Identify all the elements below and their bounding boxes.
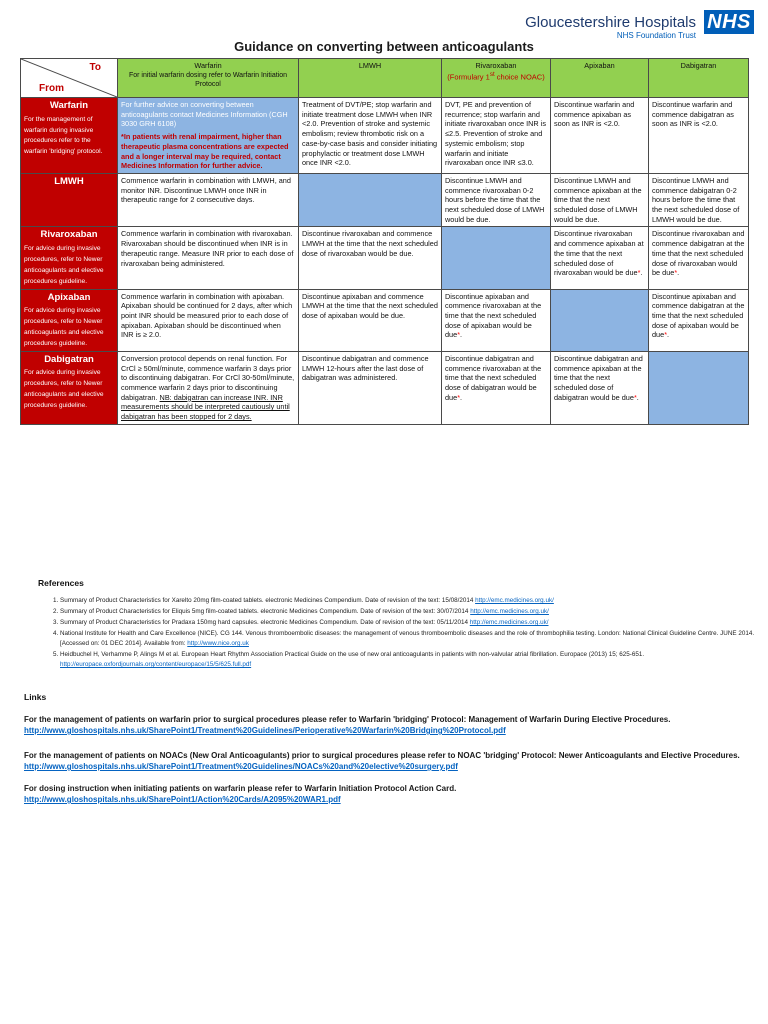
reference-item: 1. Summary of Product Characteristics for Xarelto 20mg film-coated tablets. electronic Medicines Compendium. Date of revision of the text: 15/08/2014 http://emc.medicines.org.uk/ [60,596,760,606]
row-header-note: For the management of warfarin during invasive procedures refer to the warfarin 'bridging' protocol. [24,115,103,156]
col-header-rivaroxaban [442,59,551,98]
advice-cell [118,98,299,174]
col-header-note: For initial warfarin dosing refer to Warfarin Initiation Protocol [128,71,288,88]
cell-warfarin-to-dabigatran: Discontinue warfarin and commence dabigatran as soon as INR is <2.0. [649,98,749,174]
link-paragraph-warfarin-initiation: For dosing instruction when initiating patients on warfarin please refer to Warfarin Initiation Protocol Action Card. http://www.gloshospitals.nhs.uk/SharePoint1/Action%20Cards/A2095%20WAR1.pdf [24,784,457,805]
reference-link[interactable]: http://emc.medicines.org.uk/ [470,608,549,616]
blank-cell [649,351,749,424]
table-row-warfarin [21,98,749,174]
links-heading: Links [24,692,47,702]
asterisk-marker: * [637,268,641,278]
row-header-note: For advice during invasive procedures, refer to Newer anticoagulants and elective procedures guideline. [24,245,104,285]
asterisk-marker: * [457,392,461,402]
page-title: Guidance on converting between anticoagulants [234,39,534,54]
row-header-note: For advice during invasive procedures, refer to Newer anticoagulants and elective procedures guideline. [24,369,104,410]
header-row [21,59,749,98]
row-header-label: LMWH [54,175,84,187]
logo-trust-name: NHS Foundation Trust [616,31,696,40]
advice-contact-text: For further advice on converting between anticoagulants contact Medicines Information (CGH 3030 GRH 6108) [121,100,288,129]
cell-apixaban-to-dabigatran: Discontinue apixaban and commence dabigatran at the time that the next scheduled dose of apixaban would be due*. [649,289,749,351]
cell-lmwh-to-warfarin: Commence warfarin in combination with LMWH, and monitor INR. Discontinue LMWH once INR in therapeutic range for 2 consecutive days. [118,173,299,227]
blank-cell [551,289,649,351]
reference-link[interactable]: http://emc.medicines.org.uk/ [469,619,549,627]
conversion-table [20,58,749,425]
row-header-label: Dabigatran [44,353,94,365]
row-header-label: Warfarin [49,100,89,111]
col-header-dabigatran: Dabigatran [649,59,749,98]
row-header-dabigatran [21,351,118,424]
cell-dabigatran-to-rivaroxaban: Discontinue dabigatran and commence rivaroxaban at the time that the next scheduled dose of dabigatran would be due*. [442,351,551,424]
cell-warfarin-to-apixaban: Discontinue warfarin and commence apixaban as soon as INR is <2.0. [551,98,649,174]
renal-impairment-warning: *In patients with renal impairment, higher than therapeutic plasma concentrations are expected and a longer interval may be required, contact Medicines Information for further advice. [121,132,289,171]
cell-dabigatran-to-warfarin: Conversion protocol depends on renal function. For CrCl ≥ 50ml/minute, commence warfarin 3 days prior to discontinuing dabigatran. For CrCl 30-50ml/minute, commence warfarin 2 days prior to discontinuing dabigatran. NB: dabigatran can increase INR. INR measurements should be interpreted cautiously until dabigatran has been stopped for 2 days. [118,351,299,424]
asterisk-marker: * [633,392,637,402]
corner-cell [21,59,118,98]
corner-to-label: To [89,62,101,73]
cell-apixaban-to-lmwh: Discontinue apixaban and commence LMWH at the time that the next scheduled dose of apixaban would be due. [299,289,442,351]
blank-cell [299,173,442,227]
reference-item: 2. Summary of Product Characteristics for Eliquis 5mg film-coated tablets. electronic Medicines Compendium. Date of revision of the text: 30/07/2014 http://emc.medicines.org.uk/ [60,607,760,617]
references-list [38,596,760,671]
row-header-rivaroxaban [21,227,118,289]
reference-link[interactable]: http://europace.oxfordjournals.org/content/europace/15/5/625.full.pdf [60,661,252,669]
cell-rivaroxaban-to-dabigatran: Discontinue rivaroxaban and commence dabigatran at the time that the next scheduled dose of rivaroxaban would be due*. [649,227,749,289]
cell-rivaroxaban-to-apixaban: Discontinue rivaroxaban and commence apixaban at the time that the next scheduled dose of rivaroxaban would be due*. [551,227,649,289]
cell-apixaban-to-rivaroxaban: Discontinue apixaban and commence rivaroxaban at the time that the next scheduled dose of apixaban would be due*. [442,289,551,351]
diagonal-divider-icon [21,59,117,97]
asterisk-marker: * [674,268,678,278]
cell-apixaban-to-warfarin: Commence warfarin in combination with apixaban. Apixaban should be continued for 2 days, after which point INR should be measured prior to each dose of apixaban. Apixaban should be discontinued when INR is ≥ 2.0. [118,289,299,351]
blank-cell [442,227,551,289]
col-header-lmwh: LMWH [299,59,442,98]
cell-warfarin-to-lmwh: Treatment of DVT/PE; stop warfarin and initiate treatment dose LMWH when INR <2.0. Prevention of stroke and systemic embolism; review thrombotic risk on a case-by-case basis and consider initiating prophylactic or treatment dose LMWH once INR <2.0. [299,98,442,174]
table-row-apixaban [21,289,749,351]
cell-dabigatran-to-lmwh: Discontinue dabigatran and commence LMWH 12-hours after the last dose of dabigatran was administered. [299,351,442,424]
noac-bridging-link[interactable]: http://www.gloshospitals.nhs.uk/SharePoint1/Treatment%20Guidelines/NOACs%20and%20elective%20surgery.pdf [24,762,458,772]
reference-link[interactable]: http://emc.medicines.org.uk/ [475,597,554,604]
cell-dabigatran-to-apixaban: Discontinue dabigatran and commence apixaban at the time that the next scheduled dose of dabigatran would be due*. [551,351,649,424]
col-header-label: Warfarin [194,61,222,70]
col-header-label: Rivaroxaban [475,61,517,70]
corner-from-label: From [39,82,64,94]
link-paragraph-warfarin-bridging: For the management of patients on warfarin prior to surgical procedures please refer to Warfarin 'bridging' Protocol: Management of Warfarin During Elective Procedures. http://www.gloshospitals.nhs.uk/SharePoint1/Treatment%20Guidelines/Perioperative%20Warfarin%20Bridging%20Protocol.pdf [24,715,671,736]
reference-item: 4. National Institute for Health and Care Excellence (NICE). CG 144. Venous thromboembolic diseases: the management of venous thromboembolic diseases and the role of thrombophilia testing. London: National Clinical Guideline Centre. JUNE 2014. [Accessed on: 01 DEC 2014]. Available from: http://www.nice.org.uk [60,629,760,649]
logo-org-name: Gloucestershire Hospitals [525,14,696,31]
row-header-label: Rivaroxaban [40,229,98,241]
row-header-note: For advice during invasive procedures, refer to Newer anticoagulants and elective procedures guideline. [24,307,104,347]
col-header-warfarin [118,59,299,98]
row-header-warfarin [21,98,118,174]
warfarin-initiation-link[interactable]: http://www.gloshospitals.nhs.uk/SharePoint1/Action%20Cards/A2095%20WAR1.pdf [24,795,341,805]
asterisk-marker: * [664,330,668,340]
col-header-note: (Formulary 1st choice NOAC) [447,70,545,82]
warfarin-bridging-link[interactable]: http://www.gloshospitals.nhs.uk/SharePoint1/Treatment%20Guidelines/Perioperative%20Warfarin%20Bridging%20Protocol.pdf [24,726,506,736]
table-row-rivaroxaban [21,227,749,289]
link-paragraph-noac-bridging: For the management of patients on NOACs (New Oral Anticoagulants) prior to surgical procedures please refer to NOAC 'bridging' Protocol: Newer Anticoagulants and Elective Procedures. http://www.gloshospitals.nhs.uk/SharePoint1/Treatment%20Guidelines/NOACs%20and%20elective%20surgery.pdf [24,751,740,772]
row-header-lmwh [21,173,118,227]
reference-link[interactable]: http://www.nice.org.uk [187,640,249,648]
references-heading: References [38,578,84,588]
asterisk-marker: * [457,330,461,340]
nhs-logo-mark: NHS [704,10,754,34]
row-header-label: Apixaban [47,291,91,303]
table-row-dabigatran [21,351,749,424]
row-header-apixaban [21,289,118,351]
reference-item: 3. Summary of Product Characteristics for Pradaxa 150mg hard capsules. electronic Medicines Compendium. Date of revision of the text: 05/11/2014 http://emc.medicines.org.uk/ [60,618,760,628]
cell-warfarin-to-rivaroxaban: DVT, PE and prevention of recurrence; stop warfarin and initiate rivaroxaban once INR is ≤2.5. Prevention of stroke and systemic embolism; stop warfarin and initiate rivaroxaban once INR ≤3.0. [442,98,551,174]
col-header-apixaban: Apixaban [551,59,649,98]
cell-lmwh-to-rivaroxaban: Discontinue LMWH and commence rivaroxaban 0-2 hours before the time that the next scheduled dose of LMWH would be due. [442,173,551,227]
cell-lmwh-to-apixaban: Discontinue LMWH and commence apixaban at the time that the next scheduled dose of LMWH would be due. [551,173,649,227]
inr-caution-note: NB: dabigatran can increase INR. INR measurements should be interpreted cautiously until dabigatran has been stopped for 2 days. [121,392,290,422]
reference-item: 5. Heidbuchel H, Verhamme P, Alings M et al. European Heart Rhythm Association Practical Guide on the use of new oral anticoagulants in patients with non-valvular atrial fibrillation. Europace (2013) 15; 625-651. http://europace.oxfordjournals.org/content/europace/15/5/625.full.pdf [60,650,760,670]
cell-rivaroxaban-to-lmwh: Discontinue rivaroxaban and commence LMWH at the time that the next scheduled dose of rivaroxaban would be due. [299,227,442,289]
table-row-lmwh [21,173,749,227]
cell-lmwh-to-dabigatran: Discontinue LMWH and commence dabigatran 0-2 hours before the time that the next scheduled dose of LMWH would be due. [649,173,749,227]
cell-rivaroxaban-to-warfarin: Commence warfarin in combination with rivaroxaban. Rivaroxaban should be discontinued when INR is in therapeutic range. Measure INR prior to each dose of rivaroxaban being administered. [118,227,299,289]
